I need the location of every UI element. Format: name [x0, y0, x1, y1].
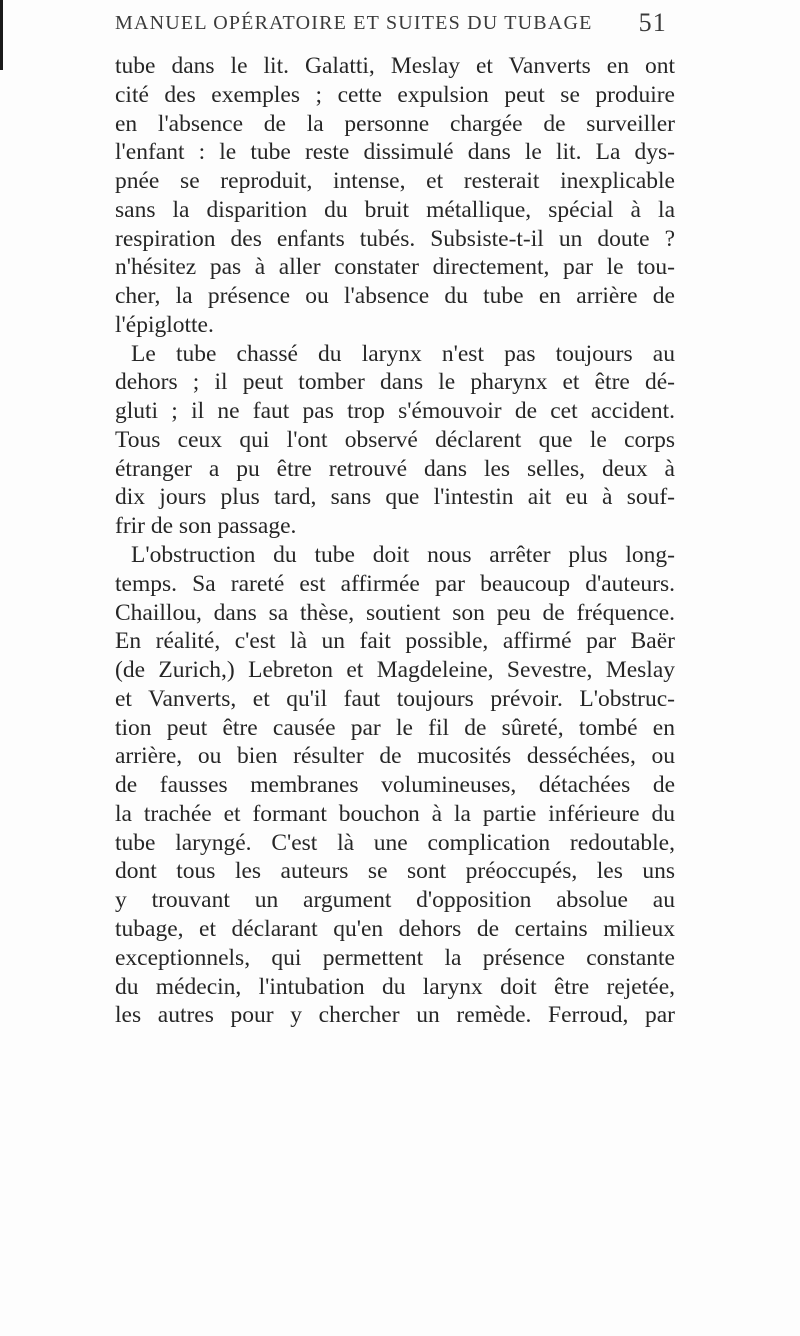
text-line: cité des exemples ; cette expulsion peut se produire — [115, 81, 675, 108]
text-line: tubage, et déclarant qu'en dehors de certains milieux — [115, 915, 675, 942]
text-line: Chaillou, dans sa thèse, soutient son peu de fréquence. — [115, 599, 675, 626]
text-line: l'épiglotte. — [115, 311, 214, 338]
text-line: y trouvant un argument d'opposition absolue au — [115, 887, 675, 914]
text-line: cher, la présence ou l'absence du tube en arrière de — [115, 283, 675, 310]
text-line: pnée se reproduit, intense, et resterait inexplicable — [115, 168, 675, 195]
running-title: MANUEL OPÉRATOIRE ET SUITES DU TUBAGE — [115, 12, 593, 34]
text-line: la trachée et formant bouchon à la partie inférieure du — [115, 800, 675, 827]
text-line: du médecin, l'intubation du larynx doit être rejetée, — [115, 973, 675, 1000]
text-line: en l'absence de la personne chargée de surveiller — [115, 110, 675, 137]
text-line: sans la disparition du bruit métallique, spécial à la — [115, 196, 675, 223]
text-line: temps. Sa rareté est affirmée par beaucoup d'auteurs. — [115, 570, 675, 597]
text-line: n'hésitez pas à aller constater directement, par le tou- — [115, 254, 675, 281]
page-number: 51 — [638, 8, 667, 37]
text-line: exceptionnels, qui permettent la présence constante — [115, 944, 675, 971]
text-line: les autres pour y chercher un remède. Ferroud, par — [115, 1002, 675, 1029]
text-line: (de Zurich,) Lebreton et Magdeleine, Sevestre, Meslay — [115, 657, 675, 684]
text-line: frir de son passage. — [115, 513, 297, 540]
body-text — [115, 52, 675, 1030]
text-line: gluti ; il ne faut pas trop s'émouvoir de cet accident. — [115, 398, 675, 425]
text-line: arrière, ou bien résulter de mucosités desséchées, ou — [115, 743, 675, 770]
text-line: tube dans le lit. Galatti, Meslay et Vanverts en ont — [115, 53, 675, 79]
text-line: et Vanverts, et qu'il faut toujours prévoir. L'obstruc- — [115, 685, 675, 712]
text-line: Le tube chassé du larynx n'est pas toujours au — [131, 340, 675, 367]
running-header — [115, 8, 667, 42]
text-line: Tous ceux qui l'ont observé déclarent que le corps — [115, 426, 675, 453]
text-line: L'obstruction du tube doit nous arrêter plus long- — [131, 542, 675, 569]
text-line: tube laryngé. C'est là une complication redoutable, — [115, 829, 675, 856]
text-line: tion peut être causée par le fil de sûreté, tombé en — [115, 714, 675, 741]
text-line: de fausses membranes volumineuses, détachées de — [115, 772, 675, 799]
page-edge-mark — [0, 0, 3, 70]
text-line: dont tous les auteurs se sont préoccupés, les uns — [115, 858, 675, 885]
text-line: étranger a pu être retrouvé dans les selles, deux à — [115, 455, 675, 482]
text-line: l'enfant : le tube reste dissimulé dans le lit. La dys- — [115, 139, 675, 166]
text-line: respiration des enfants tubés. Subsiste-t-il un doute ? — [115, 225, 675, 252]
text-line: En réalité, c'est là un fait possible, affirmé par Baër — [115, 628, 675, 655]
text-line: dehors ; il peut tomber dans le pharynx et être dé- — [115, 369, 675, 396]
text-line: dix jours plus tard, sans que l'intestin ait eu à souf- — [115, 484, 675, 511]
